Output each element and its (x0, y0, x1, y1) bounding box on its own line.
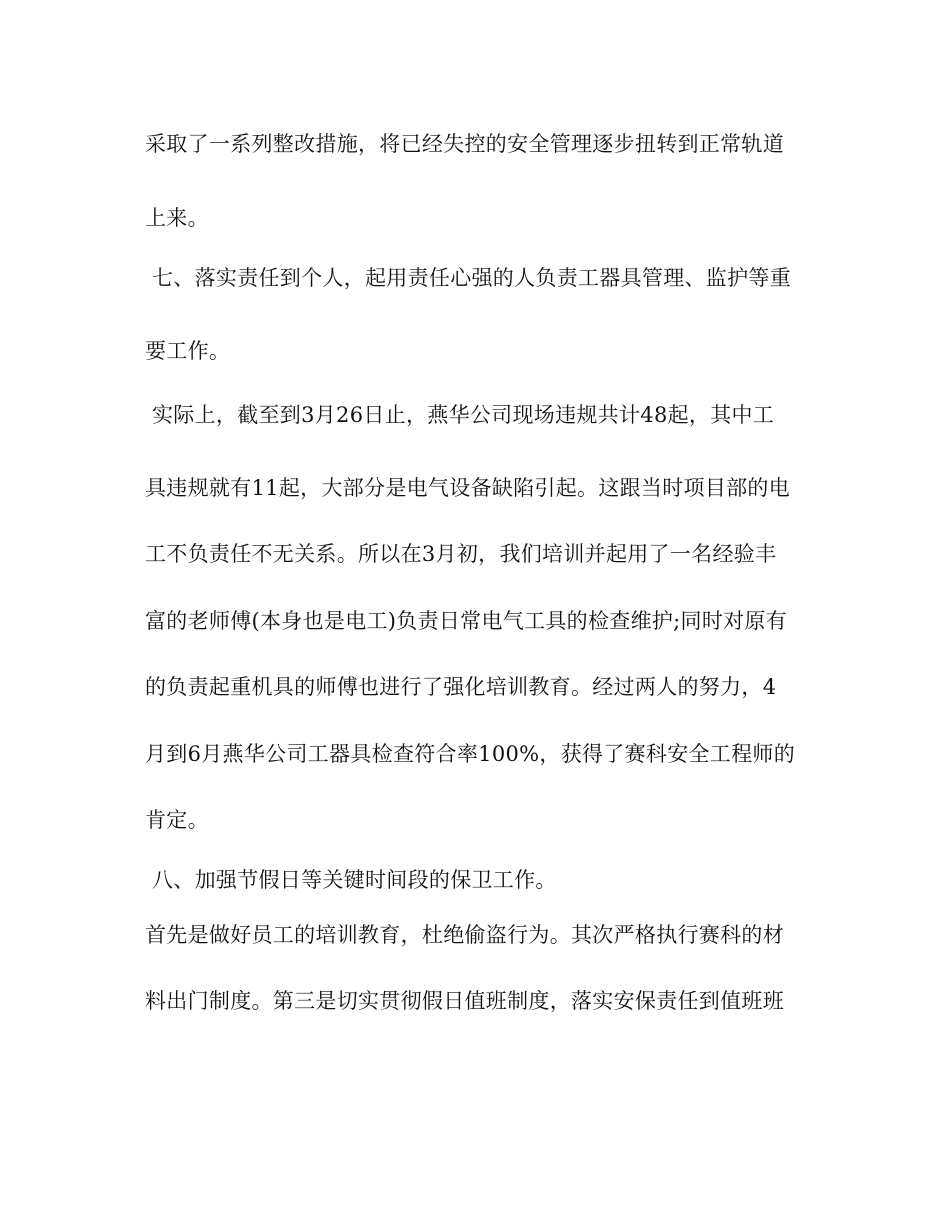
paragraph-line-7: 工不负责任不无关系。所以在3月初，我们培训并起用了一名经验丰 (145, 542, 777, 566)
paragraph-line-11: 肯定。 (145, 808, 209, 832)
paragraph-line-13: 首先是做好员工的培训教育，杜绝偷盗行为。其次严格执行赛科的材 (145, 923, 784, 947)
paragraph-line-6: 具违规就有11起，大部分是电气设备缺陷引起。这跟当时项目部的电 (145, 476, 791, 500)
paragraph-line-9: 的负责起重机具的师傅也进行了强化培训教育。经过两人的努力，4 (145, 675, 777, 699)
paragraph-line-1: 采取了一系列整改措施，将已经失控的安全管理逐步扭转到正常轨道 (145, 132, 784, 156)
section-heading-7: 七、落实责任到个人，起用责任心强的人负责工器具管理、监护等重 (152, 266, 791, 290)
paragraph-line-10: 月到6月燕华公司工器具检查符合率100%，获得了赛科安全工程师的 (145, 742, 795, 766)
paragraph-line-14: 料出门制度。第三是切实贯彻假日值班制度，落实安保责任到值班班 (145, 989, 784, 1013)
section-heading-8: 八、加强节假日等关键时间段的保卫工作。 (152, 868, 557, 892)
paragraph-line-8: 富的老师傅(本身也是电工)负责日常电气工具的检查维护;同时对原有 (145, 609, 788, 633)
paragraph-line-4: 要工作。 (145, 339, 231, 363)
paragraph-line-2: 上来。 (145, 206, 209, 230)
paragraph-line-5: 实际上，截至到3月26日止，燕华公司现场违规共计48起，其中工 (152, 403, 775, 427)
